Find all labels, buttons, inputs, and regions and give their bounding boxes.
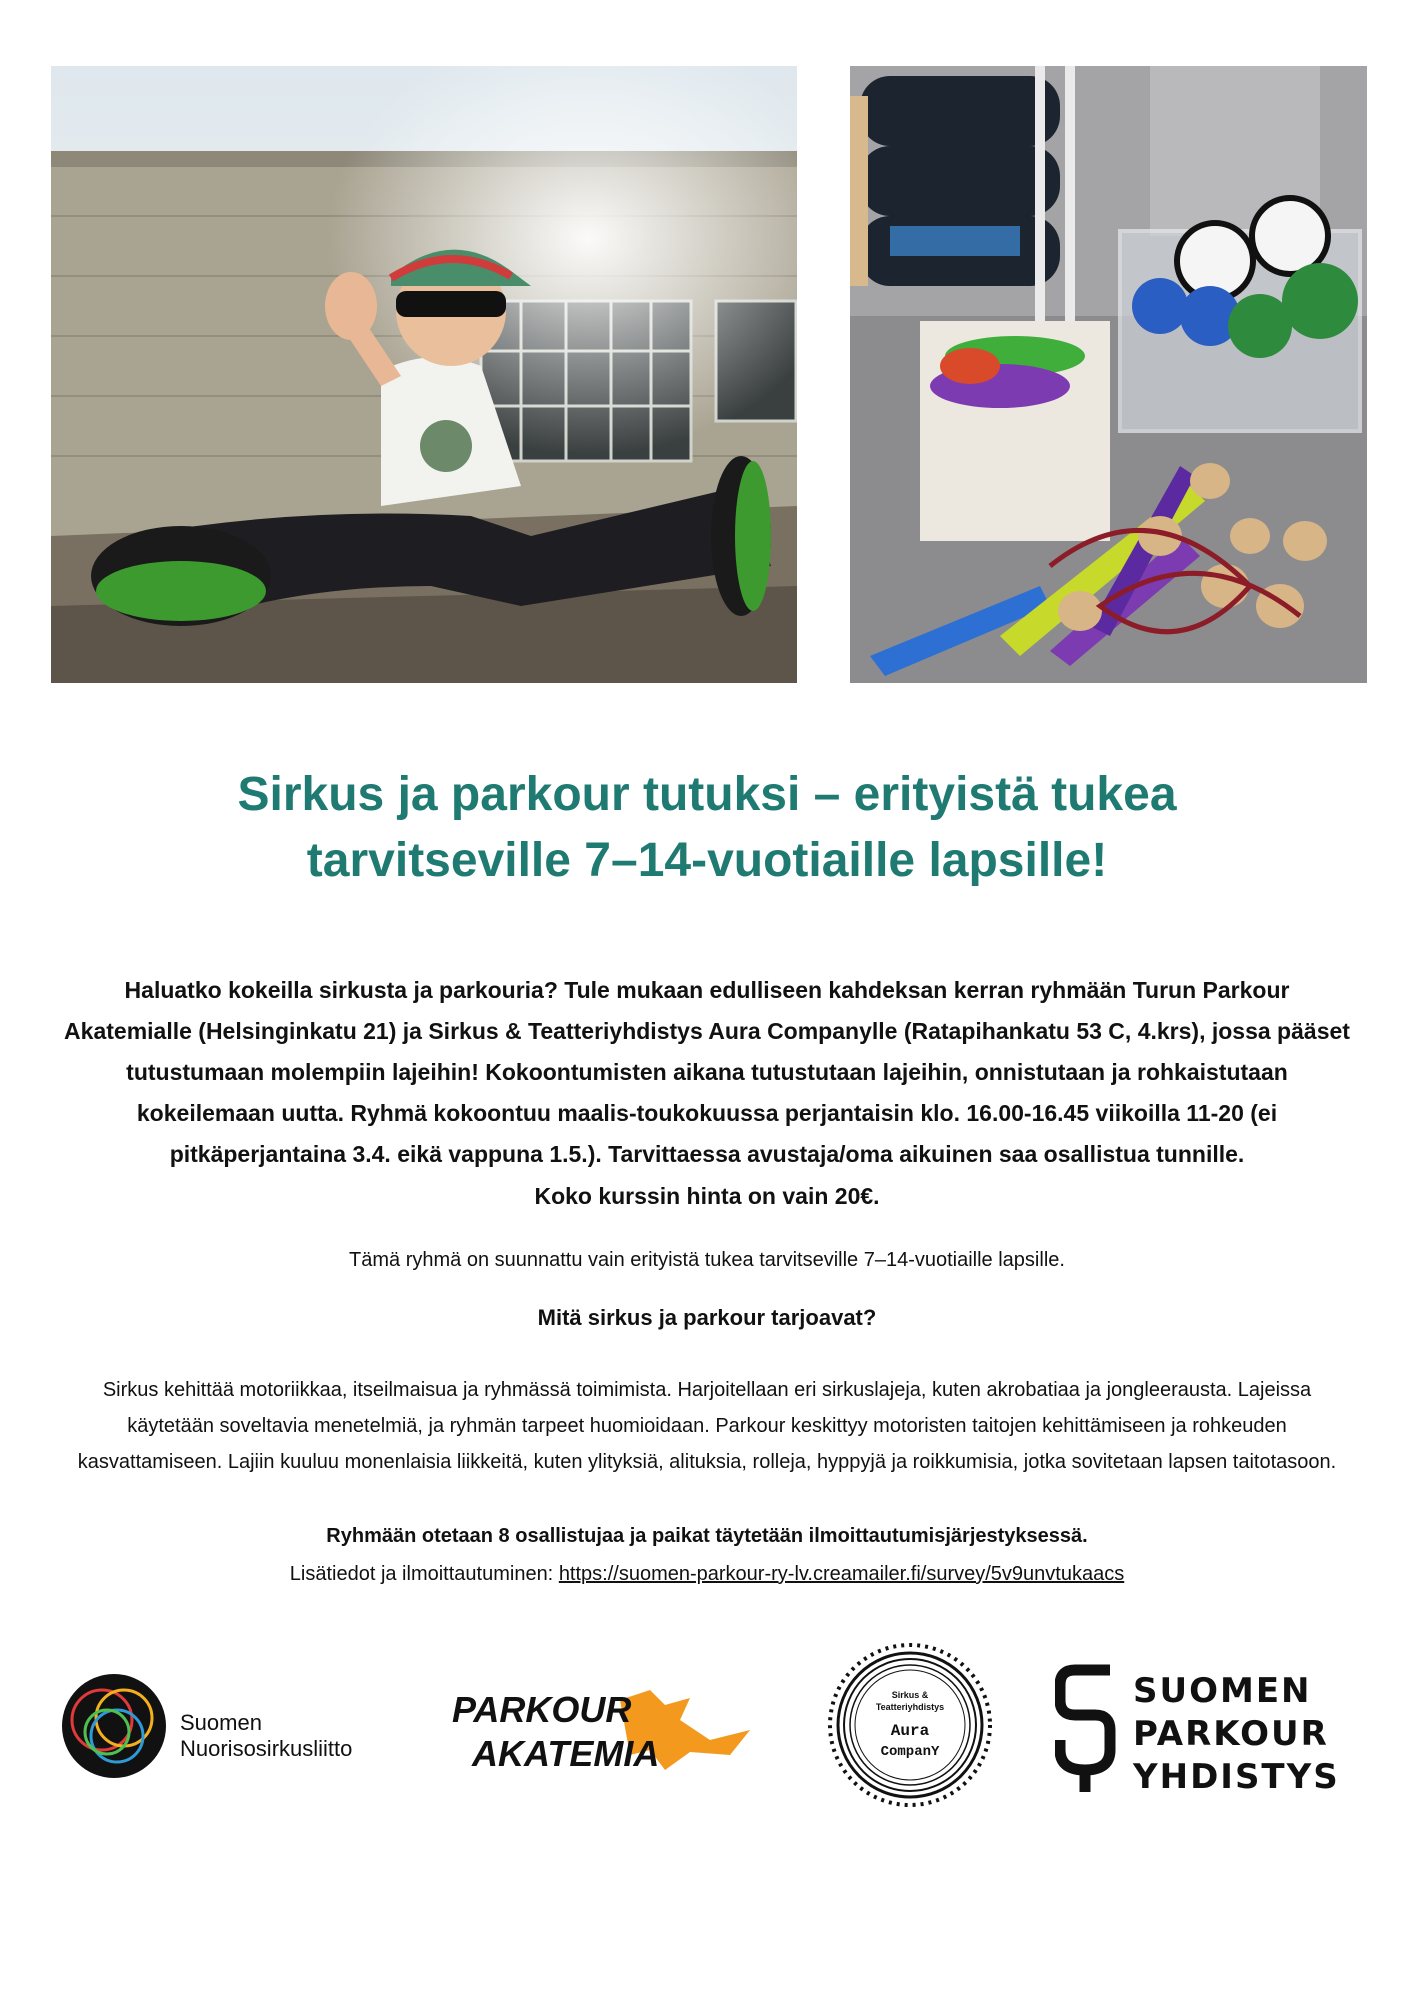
logo-text-line-2: AKATEMIA <box>472 1733 660 1774</box>
logo-text-line-2: Teatteriyhdistys <box>875 1702 945 1712</box>
logo-text-line-1: Suomen <box>180 1710 262 1735</box>
aura-company-emblem <box>825 1640 995 1810</box>
logo-text-line-1: Sirkus & <box>891 1690 929 1700</box>
parkour-akatemia-logo <box>450 1670 760 1782</box>
logo-text-line-3: Aura <box>890 1722 930 1740</box>
intro-paragraph <box>30 970 1384 1175</box>
headline-line-2: tarvitseville 7–14-vuotiaille lapsille! <box>306 834 1108 887</box>
nuorisosirkusliitto-emblem <box>62 1670 422 1782</box>
logo-text-line-3: YHDISTYS <box>1133 1757 1340 1795</box>
body-line: kasvattamiseen. Lajiin kuuluu monenlaisia liikkeitä, kuten ylityksiä, alituksia, rolleja, hyppyjä ja roikkumisia, jotka sovitetaan lapsen taitotasoon. <box>77 1451 1337 1473</box>
registration-link[interactable]: https://suomen-parkour-ry-lv.creamailer.fi/survey/5v9unvtukaacs <box>558 1563 1125 1585</box>
info-label: Lisätiedot ja ilmoittautuminen: <box>289 1563 554 1585</box>
child-rooftop-photo <box>51 66 797 683</box>
intro-line: pitkäperjantaina 3.4. eikä vappuna 1.5.). Tarvittaessa avustaja/oma aikuinen saa osallistua tunnille. <box>169 1141 1245 1167</box>
body-line: Sirkus kehittää motoriikkaa, itseilmaisua ja ryhmässä toimimista. Harjoitellaan eri sirkuslajeja, kuten akrobatiaa ja jongleerausta. Lajeissa <box>102 1379 1312 1401</box>
section-subheading: Mitä sirkus ja parkour tarjoavat? <box>537 1305 877 1330</box>
page-headline <box>0 762 1414 894</box>
logo-text-line-1: SUOMEN <box>1133 1671 1312 1711</box>
equipment-photo <box>850 66 1367 683</box>
participants-note: Ryhmään otetaan 8 osallistujaa ja paikat täytetään ilmoittautumisjärjestyksessä. <box>326 1525 1088 1547</box>
nuorisosirkusliitto-logo <box>62 1670 422 1782</box>
intro-line: Akatemialle (Helsinginkatu 21) ja Sirkus & Teatteriyhdistys Aura Companylle (Ratapihankatu 53 C, 4.krs), jossa pääset <box>64 1018 1350 1044</box>
info-line <box>30 1558 1384 1590</box>
body-line: käytetään soveltavia menetelmiä, ja ryhmän tarpeet huomioidaan. Parkour keskittyy motoristen taitojen kehittämiseen ja rohkeuden <box>127 1415 1287 1437</box>
price-line: Koko kurssin hinta on vain 20€. <box>534 1183 880 1209</box>
suomen-parkour-yhdistys-emblem <box>1055 1660 1355 1795</box>
child-rooftop-illustration <box>51 66 797 683</box>
suomen-parkour-yhdistys-logo <box>1055 1660 1355 1795</box>
logo-text-line-2: Nuorisosirkusliitto <box>180 1736 353 1761</box>
logo-text-line-1: PARKOUR <box>452 1689 632 1730</box>
intro-line: tutustumaan molempiin lajeihin! Kokoontumisten aikana tutustutaan lajeihin, onnistutaan ja rohkaistutaan <box>126 1059 1288 1085</box>
headline-line-1: Sirkus ja parkour tutuksi – erityistä tukea <box>237 768 1177 821</box>
logo-text-line-4: CompanY <box>880 1744 940 1760</box>
equipment-illustration <box>850 66 1367 683</box>
target-group-text: Tämä ryhmä on suunnattu vain erityistä tukea tarvitseville 7–14-vuotiaille lapsille. <box>349 1249 1065 1271</box>
intro-line: Haluatko kokeilla sirkusta ja parkouria? Tule mukaan edulliseen kahdeksan kerran ryhmään Turun Parkour <box>124 977 1290 1003</box>
logo-text-line-2: PARKOUR <box>1133 1714 1329 1754</box>
body-paragraph <box>40 1372 1374 1480</box>
parkour-akatemia-emblem <box>450 1670 760 1782</box>
aura-company-logo <box>825 1640 995 1810</box>
intro-line: kokeilemaan uutta. Ryhmä kokoontuu maalis-toukokuussa perjantaisin klo. 16.00-16.45 viikoilla 11-20 (ei <box>136 1100 1278 1126</box>
